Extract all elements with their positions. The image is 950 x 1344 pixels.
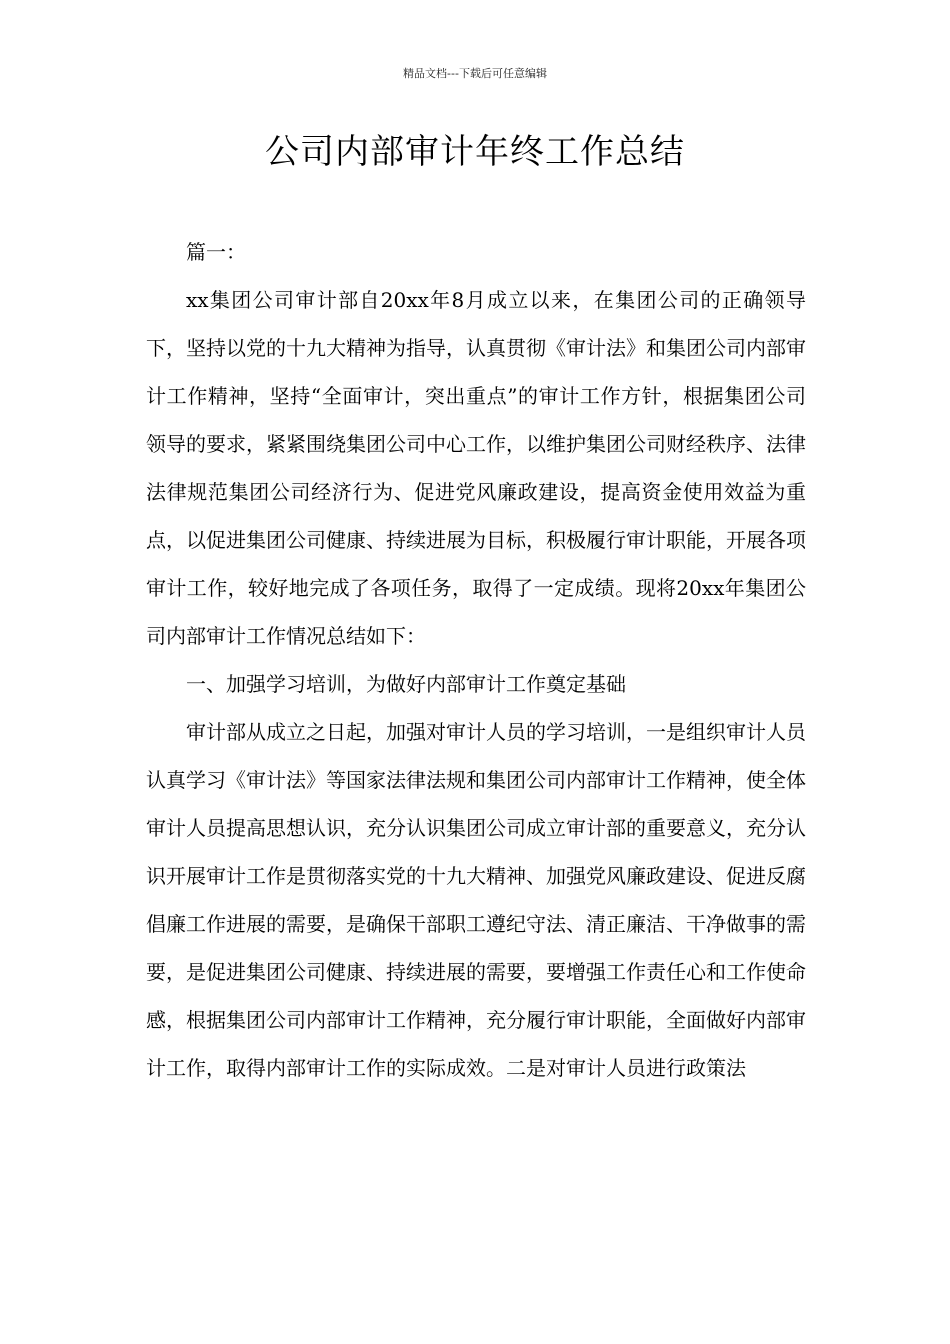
header-note: 精品文档---下载后可任意编辑 (403, 67, 547, 80)
section-heading: 一、加强学习培训，为做好内部审计工作奠定基础 (186, 672, 626, 696)
document-title: 公司内部审计年终工作总结 (265, 132, 685, 172)
paragraph-section-label: 篇一： (186, 240, 246, 264)
paragraph-training: 审计部从成立之日起，加强对审计人员的学习培训，一是组织审计人员认真学习《审计法》等国家法律法规和集团公司内部审计工作精神，使全体审计人员提高思想认识，充分认识集团公司成立审计部的重要意义，充分认识开展审计工作是贯彻落实党的十九大精神、加强党风廉政建设、促进反腐倡廉工作进展的需要，是确保干部职工遵纪守法、清正廉洁、干净做事的需要，是促进集团公司健康、持续进展的需要，要增强工作责任心和工作使命感，根据集团公司内部审计工作精神，充分履行审计职能，全面做好内部审计工作，取得内部审计工作的实际成效。二是对审计人员进行政策法 (146, 720, 806, 1080)
paragraph-intro: xx集团公司审计部自20xx年8月成立以来，在集团公司的正确领导下，坚持以党的十九大精神为指导，认真贯彻《审计法》和集团公司内部审计工作精神，坚持“全面审计，突出重点”的审计工作方针，根据集团公司领导的要求，紧紧围绕集团公司中心工作，以维护集团公司财经秩序、法律法律规范集团公司经济行为、促进党风廉政建设，提高资金使用效益为重点，以促进集团公司健康、持续进展为目标，积极履行审计职能，开展各项审计工作，较好地完成了各项任务，取得了一定成绩。现将20xx年集团公司内部审计工作情况总结如下： (146, 288, 806, 648)
document-body (146, 228, 806, 1092)
